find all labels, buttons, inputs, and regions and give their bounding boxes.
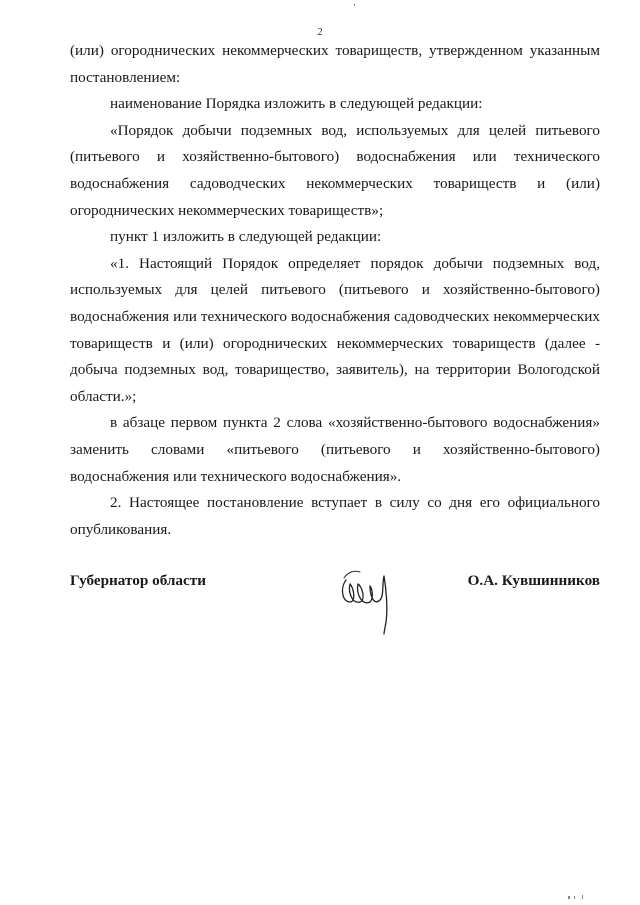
document-body (70, 38, 600, 543)
scan-artifact (568, 896, 570, 899)
paragraph-continuation: (или) огороднических некоммерческих товариществ, утвержденном указанным постановлением: (70, 42, 600, 86)
paragraph-point1-amendment: пункт 1 изложить в следующей редакции: (110, 228, 382, 246)
signatory-title: Губернатор области (70, 572, 206, 589)
paragraph-new-title: «Порядок добычи подземных вод, используемых для целей питьевого (питьевого и хозяйственно-бытового) водоснабжения или технического водоснабжения садоводческих некоммерческих товариществ и (или) огороднических некоммерческих товариществ»; (70, 121, 600, 219)
paragraph-title-amendment: наименование Порядка изложить в следующей редакции: (110, 95, 483, 113)
signature-block (70, 572, 600, 592)
scan-artifact (582, 895, 583, 899)
paragraph-point2-amendment: в абзаце первом пункта 2 слова «хозяйственно-бытового водоснабжения» заменить словами «питьевого (питьевого и хозяйственно-бытового) водоснабжения или технического водоснабжения». (70, 414, 600, 485)
signatory-name: О.А. Кувшинников (467, 572, 600, 589)
handwritten-signature (338, 558, 398, 638)
scan-artifact (354, 4, 355, 6)
scan-artifact (574, 896, 575, 899)
paragraph-point1-text: «1. Настоящий Порядок определяет порядок добычи подземных вод, используемых для целей питьевого (питьевого и хозяйственно-бытового) водоснабжения или технического водоснабжения садоводческих некоммерческих товариществ и (или) огороднических некоммерческих товариществ (далее - добыча подземных вод, товарищество, заявитель), на территории Вологодской области.»; (70, 254, 600, 405)
page-number: 2 (317, 26, 323, 38)
paragraph-effective-date: 2. Настоящее постановление вступает в силу со дня его официального опубликования. (70, 494, 600, 538)
